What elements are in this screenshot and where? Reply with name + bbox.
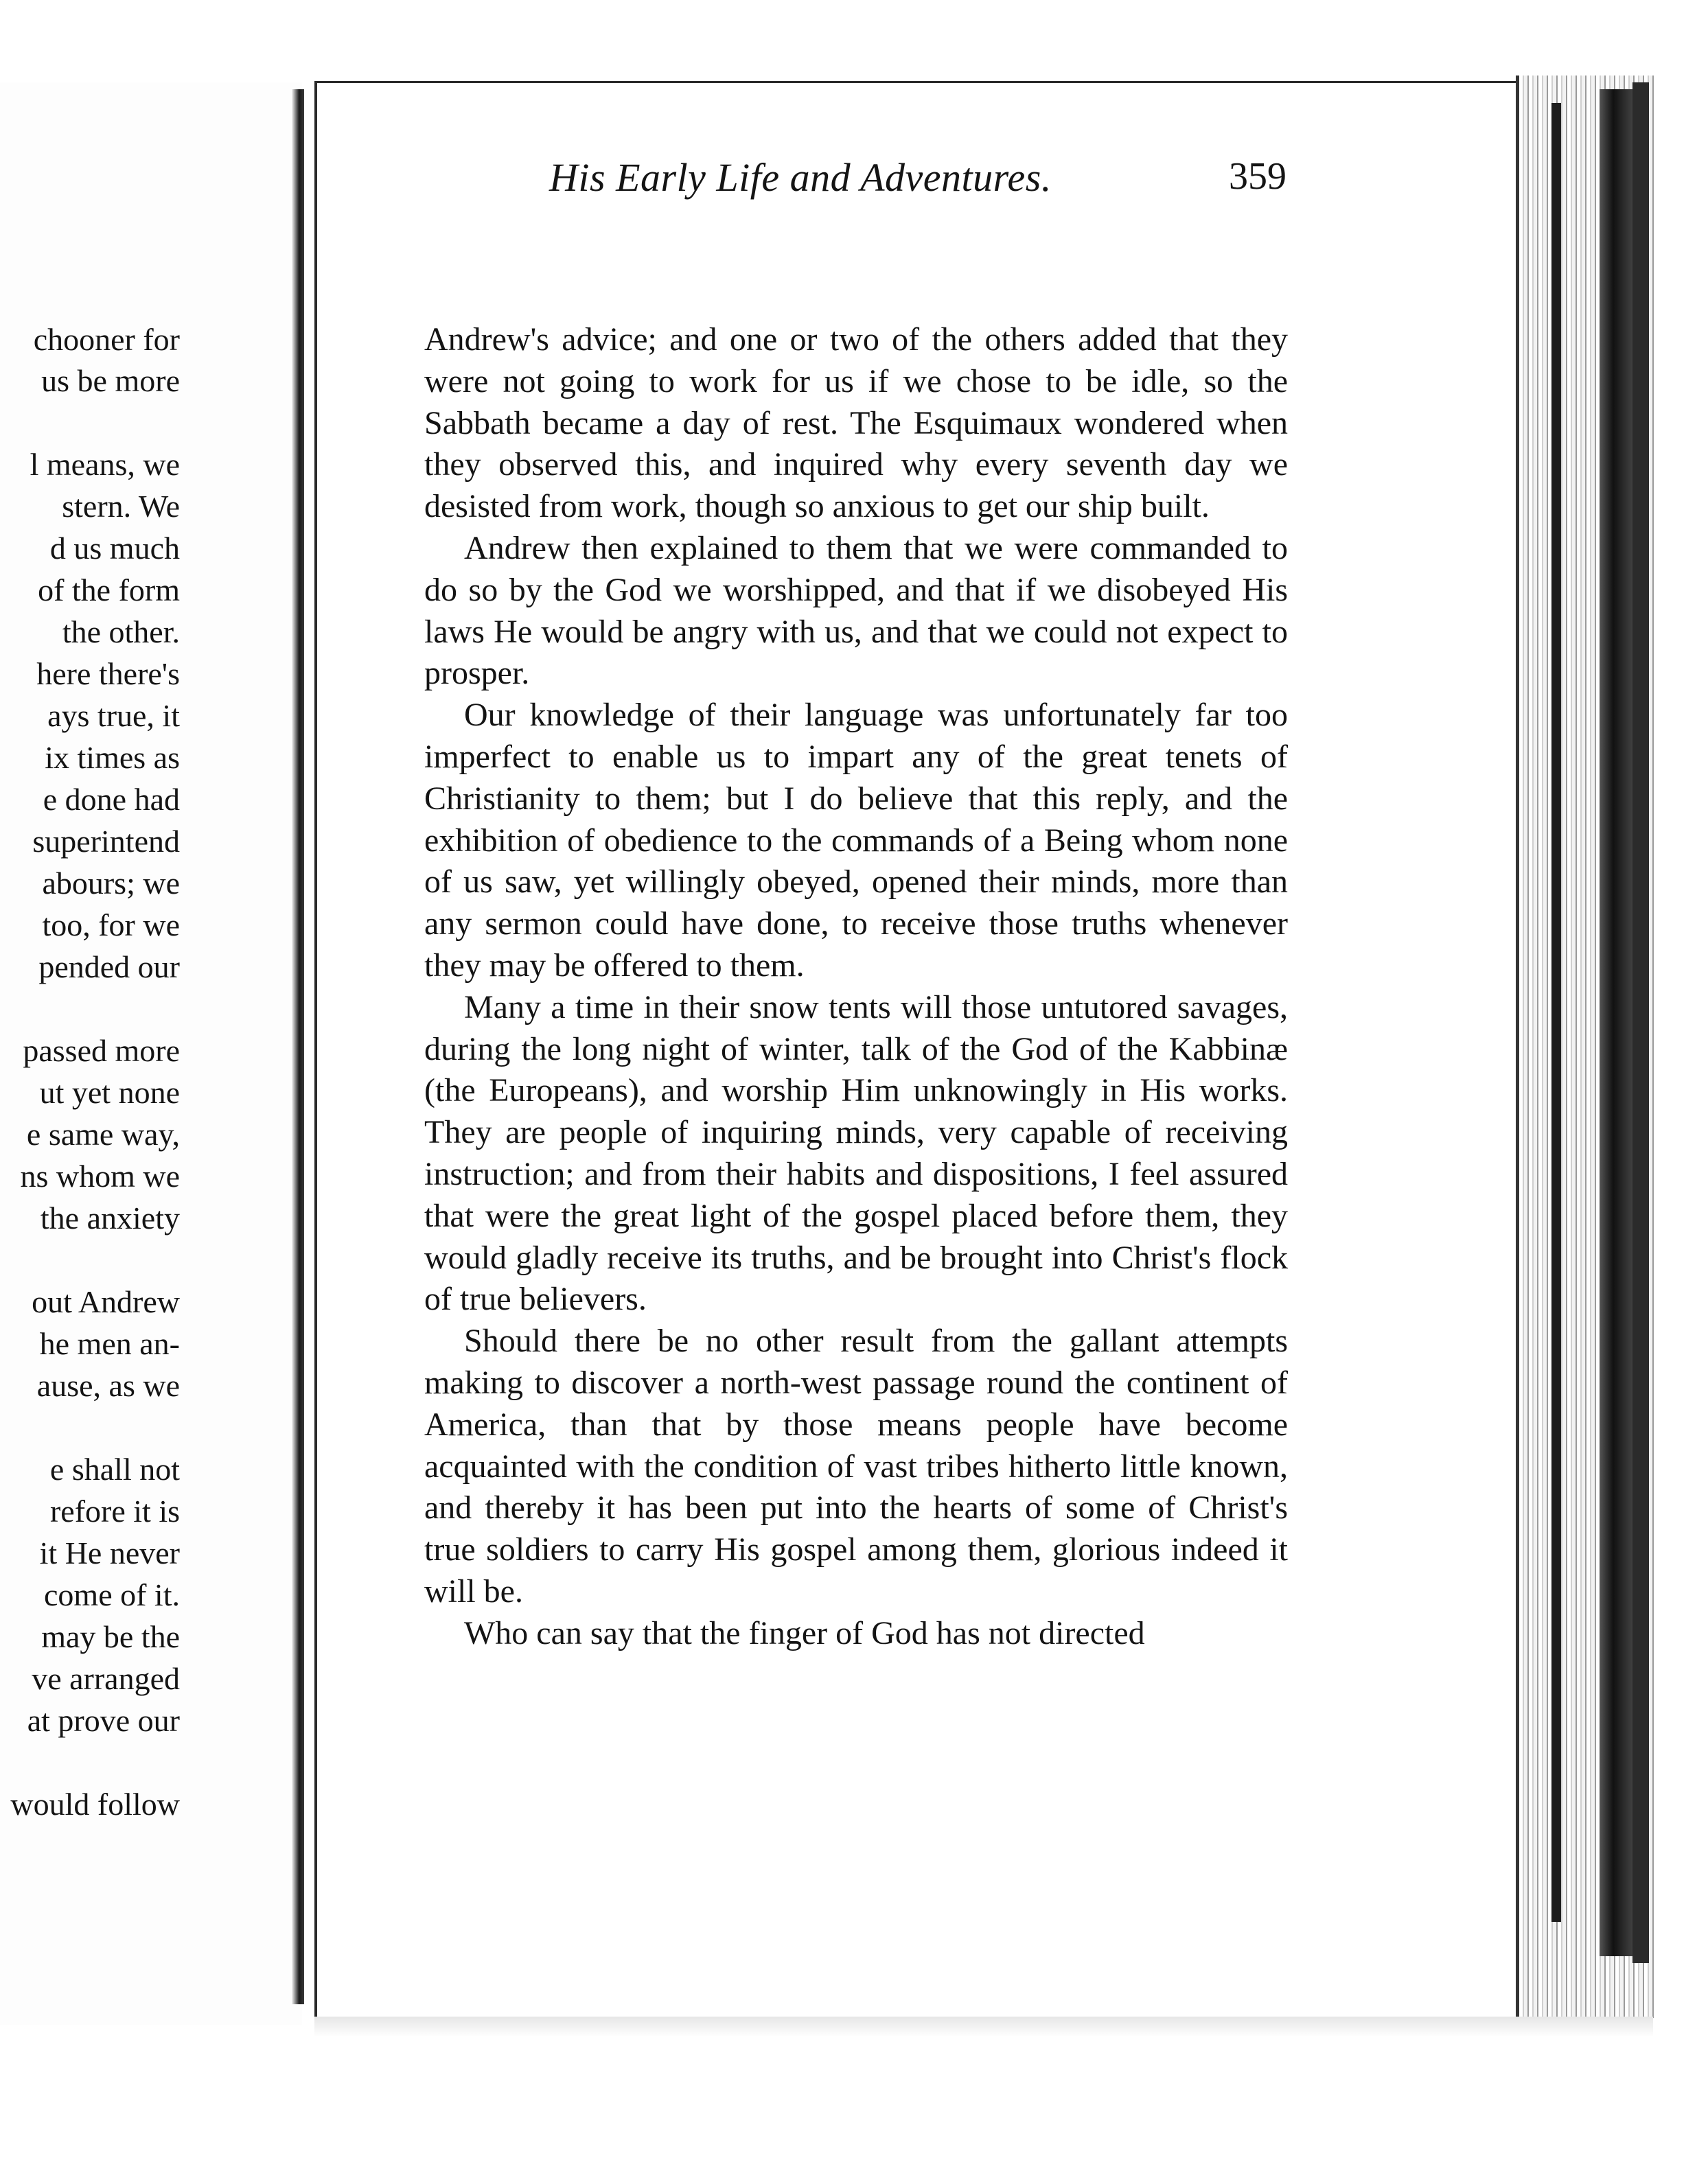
left-page-text-fragments [0, 319, 180, 1843]
left-line: d us much [49, 531, 180, 566]
left-line: abours; we [42, 866, 180, 901]
book-cover-edge [1632, 82, 1649, 1963]
left-line: come of it. [44, 1577, 180, 1612]
paragraph: Should there be no other result from the gallant attempts making to discover a north-west passage round the continent of America, than that by those means people have become acquainted with the condition of vast tribes hitherto little known, and thereby it has been put into the hearts of some of Christ's true soldiers to carry His gospel among them, glorious indeed it will be. [424, 1323, 1288, 1610]
left-line: e shall not [49, 1452, 180, 1487]
left-line: at prove our [27, 1703, 180, 1738]
left-line: l means, we [30, 447, 180, 482]
left-line: may be the [41, 1619, 180, 1654]
paragraph: Who can say that the finger of God has not directed [464, 1614, 1145, 1651]
left-line: ix times as [45, 740, 180, 775]
left-line: us be more [41, 363, 180, 398]
left-line: would follow [10, 1787, 180, 1822]
left-line: the other. [62, 614, 180, 649]
left-line: here there's [36, 656, 180, 691]
left-line: out Andrew [32, 1284, 180, 1319]
left-line: it He never [39, 1535, 180, 1570]
paragraph: Andrew then explained to them that we were commanded to do so by the God we worshipped, and that if we disobeyed His laws He would be angry with us, and that we could not expect to prosper. [424, 529, 1288, 692]
running-head: His Early Life and Adventures. [549, 155, 1052, 200]
left-line: e done had [43, 782, 180, 817]
left-line: too, for we [42, 907, 180, 942]
left-line: he men an- [39, 1326, 180, 1361]
paragraph: Andrew's advice; and one or two of the others added that they were not going to work for us if we chose to be idle, so the Sabbath became a day of rest. The Esquimaux wondered when they observed this, and inquired why every seventh day we desisted from work, though so anxious to get our ship built. [424, 321, 1288, 525]
left-line: refore it is [49, 1494, 180, 1529]
left-line: ve arranged [32, 1661, 180, 1696]
left-line: the anxiety [40, 1200, 180, 1235]
left-line: passed more [23, 1033, 180, 1068]
left-line: ays true, it [47, 698, 180, 733]
left-line: chooner for [33, 322, 180, 357]
page-number: 359 [1229, 155, 1286, 198]
left-line: of the form [38, 572, 180, 607]
paragraph: Many a time in their snow tents will those untutored savages, during the long night of winter, talk of the God of the Kabbinæ (the Europeans), and worship Him unknowingly in His works. They are people of inquiring minds, very capable of receiving instruction; and from their habits and dispositions, I feel assured that were the great light of the gospel placed before them, they would gladly receive its truths, and be brought into Christ's flock of true believers. [424, 988, 1288, 1318]
page-stack-shadow [1600, 89, 1634, 1956]
page-stack-band [1551, 103, 1561, 1922]
paragraph: Our knowledge of their language was unfortunately far too imperfect to enable us to impart any of the great tenets of Christianity to them; but I do believe that this reply, and the exhibition of obedience to the commands of a Being whom none of us saw, yet willingly obeyed, opened their minds, more than any sermon could have done, to receive those truths whenever they may be offered to them. [424, 697, 1288, 984]
left-line: pended our [38, 949, 180, 984]
body-text [424, 319, 1288, 1655]
book-gutter [292, 89, 304, 2004]
left-line: ns whom we [20, 1159, 180, 1194]
left-line: ut yet none [39, 1075, 180, 1110]
left-line: e same way, [26, 1117, 180, 1152]
page-bottom-shadow [314, 2017, 1653, 2037]
left-line: ause, as we [36, 1368, 180, 1403]
left-line: stern. We [62, 489, 180, 524]
left-line: superintend [32, 824, 180, 859]
